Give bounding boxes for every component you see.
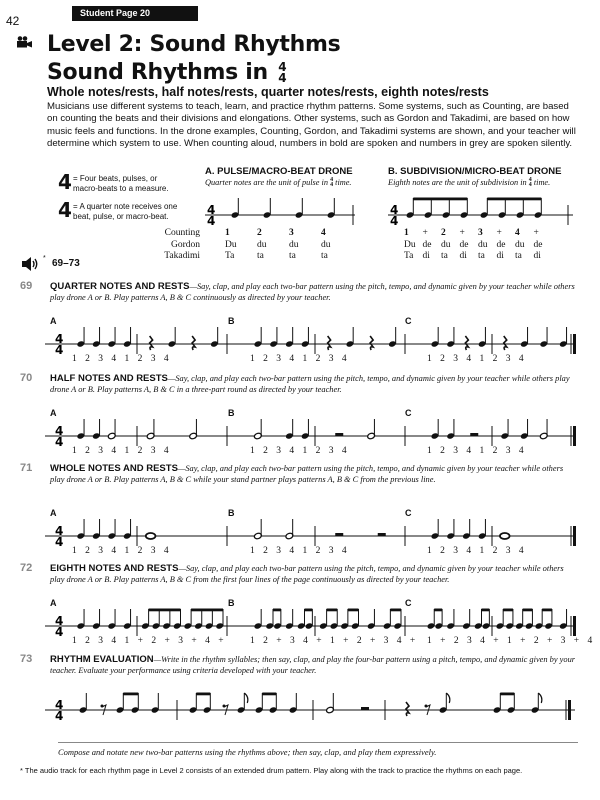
subtitle: Whole notes/rests, half notes/rests, quarter notes/rests, eighth notes/rests	[47, 85, 489, 99]
pattern-counts: 1 2 3 4 1 2 3 4	[72, 546, 169, 556]
time-signature-bottom: 4	[390, 214, 399, 228]
eighth-flag	[446, 693, 450, 703]
pattern-counts: 1 2 3 4 1 2 3 4	[427, 546, 524, 556]
pattern-counts: 1 2 3 4 1 2 3 4	[250, 546, 347, 556]
drone-b-title: B. SUBDIVISION/MICRO-BEAT DRONE	[388, 166, 562, 177]
drone-a-syllable: 1	[225, 228, 230, 238]
exercise-number: 72	[20, 562, 33, 574]
exercise-description: —Write in the rhythm syllables; then say, clap, and play the four-bar pattern using a pitch, tempo, and dynamic given by your teacher. Evaluate your performance using criteria developed with your teacher.	[50, 655, 576, 675]
exercise-instructions	[50, 563, 578, 585]
ts-bottom-text: = A quarter note receives one beat, pulse, or macro-beat.	[73, 202, 178, 221]
pattern-counts: 1 2 3 4 1 2 3 4	[72, 354, 169, 364]
drone-b-syllable: +	[422, 228, 428, 238]
page-title: Level 2: Sound Rhythms	[47, 32, 341, 57]
exercise-staff	[45, 606, 593, 646]
half-rest	[470, 433, 478, 436]
exercise-description: —Say, clap, and play each two-bar pattern using the pitch, tempo, and dynamic given by your teacher while others play drone A or B. Play patterns A, B & C from the first four lines of the page continuously as directed by your teacher.	[50, 564, 564, 584]
time-signature-top: 4	[55, 614, 64, 628]
beam	[149, 609, 181, 612]
beam	[413, 198, 467, 201]
drone-b-syllable: di	[422, 251, 430, 261]
audio-asterisk: *	[43, 255, 46, 262]
drone-b-syllable: 3	[478, 228, 483, 238]
page-title-line-2: Sound Rhythms in 4 4	[47, 60, 287, 85]
drone-b-syllable: ta	[515, 251, 522, 261]
drone-b-syllables	[388, 228, 573, 263]
drone-b-syllable: +	[459, 228, 465, 238]
final-barline	[573, 616, 576, 636]
drone-b-syllable: +	[496, 228, 502, 238]
drone-b-syllable: du	[441, 239, 451, 250]
drone-a-syllable: 3	[289, 228, 294, 238]
whole-note	[500, 533, 510, 539]
exercise-73-staff	[45, 692, 575, 728]
drone-a-syllable: 2	[257, 228, 262, 238]
drone-b-syllable: 1	[404, 228, 409, 238]
exercise-number: 73	[20, 653, 33, 665]
speaker-icon[interactable]	[22, 257, 42, 271]
drone-b-syllable: ta	[441, 251, 448, 261]
quarter-rest	[192, 336, 195, 350]
pattern-label: C	[405, 508, 412, 518]
drone-a-syllable: Du	[225, 239, 237, 250]
half-rest	[335, 433, 343, 436]
pattern-label: B	[228, 408, 235, 418]
footer-divider	[58, 742, 578, 743]
audio-tracks: 69–73	[52, 258, 80, 269]
exercise-description: —Say, clap, and play each two-bar pattern using the pitch, tempo, and dynamic given by your teacher while others play drone A or B. Play patterns A, B & C continuously as directed by your teacher.	[50, 282, 575, 302]
drone-b-syllable: de	[533, 239, 543, 250]
drone-b-subtitle: Eighth notes are the unit of subdivision in 4 4 time.	[388, 177, 551, 189]
ts-bottom-number: 4	[58, 198, 72, 222]
drone-b-syllable: de	[496, 239, 506, 250]
drone-a-syllable: ta	[257, 251, 264, 261]
drone-b-syllable: 2	[441, 228, 446, 238]
drone-a-syllable: Ta	[225, 251, 235, 261]
time-signature-bottom: 4	[55, 535, 64, 549]
ts-top-text: = Four beats, pulses, or macro-beats to a measure.	[73, 174, 169, 193]
quarter-rest	[465, 336, 468, 350]
eighth-flag	[538, 693, 542, 703]
time-signature-bottom: 4	[55, 435, 64, 449]
time-signature-top: 4	[390, 203, 399, 217]
beam	[273, 609, 281, 612]
quarter-rest	[504, 336, 507, 350]
drone-a-syllable: ta	[321, 251, 328, 261]
student-page-tab: Student Page 20	[72, 6, 198, 21]
time-signature-top: 4	[207, 203, 216, 217]
quarter-rest	[370, 336, 373, 350]
exercise-instructions	[50, 373, 578, 395]
drone-b-syllable: du	[478, 239, 488, 250]
drone-b-syllable: de	[422, 239, 432, 250]
exercise-staff	[45, 416, 575, 456]
time-signature-bottom: 4	[55, 625, 64, 639]
beam	[327, 609, 338, 612]
final-barline	[573, 426, 576, 446]
drone-a-syllable: ta	[289, 251, 296, 261]
time-signature-top: 4	[55, 332, 64, 346]
exercise-staff	[45, 516, 575, 556]
beam	[390, 609, 401, 612]
exercise-description: —Say, clap, and play each two-bar pattern using the pitch, tempo, and dynamic given by your teacher while others play drone A or B. Play patterns A, B & C in a three-part round as directed by your teacher.	[50, 374, 570, 394]
pattern-counts: 1 2 3 4 1 2 3 4	[250, 354, 347, 364]
exercise-title: WHOLE NOTES AND RESTS	[50, 463, 178, 474]
exercise-title: QUARTER NOTES AND RESTS	[50, 281, 190, 292]
pattern-counts: 1 2 + 3 4 + 1 + 2 + 3 4 +	[250, 636, 416, 646]
pattern-label: B	[228, 508, 235, 518]
exercise-number: 69	[20, 280, 33, 292]
page-number: 42	[6, 14, 20, 28]
final-barline	[568, 700, 571, 720]
video-camera-icon[interactable]	[16, 36, 32, 48]
pattern-label: A	[50, 508, 57, 518]
pattern-label: A	[50, 408, 57, 418]
beam	[348, 609, 359, 612]
quarter-rest	[150, 336, 153, 350]
beam	[503, 609, 513, 612]
drone-a-syllable: du	[321, 239, 331, 250]
pattern-counts: 1 + 2 3 4 + 1 + 2 + 3 + 4	[427, 636, 593, 646]
drone-b-syllable: du	[515, 239, 525, 250]
exercise-number: 71	[20, 462, 33, 474]
whole-note	[146, 533, 156, 539]
drone-b-syllable: 4	[515, 228, 520, 238]
beam	[487, 198, 541, 201]
half-rest	[361, 707, 369, 710]
time-signature-top: 4	[55, 524, 64, 538]
time-signature-top: 4	[55, 424, 64, 438]
quarter-rest	[328, 336, 331, 350]
exercise-instructions	[50, 654, 578, 676]
pattern-label: C	[405, 408, 412, 418]
drone-a-syllable: du	[257, 239, 267, 250]
beam	[262, 693, 276, 696]
time-signature-bottom: 4	[207, 214, 216, 228]
beam	[191, 609, 223, 612]
exercise-title: EIGHTH NOTES AND RESTS	[50, 563, 179, 574]
exercise-number: 70	[20, 372, 33, 384]
drone-a-syllable: du	[289, 239, 299, 250]
pattern-label: B	[228, 598, 235, 608]
ts-top-number: 4	[58, 170, 72, 194]
beam	[196, 693, 210, 696]
exercise-description: —Say, clap, and play each two-bar pattern using the pitch, tempo, and dynamic given by your teacher while others play drone A or B. Play patterns A, B & C while your stand partner plays patterns A, B & C from the previous line.	[50, 464, 564, 484]
drone-a-title: A. PULSE/MACRO-BEAT DRONE	[205, 166, 353, 177]
eighth-flag	[244, 693, 248, 703]
half-rest	[335, 533, 343, 536]
pattern-label: C	[405, 598, 412, 608]
drone-b-syllable: Ta	[404, 251, 414, 261]
drone-b-syllable: ta	[478, 251, 485, 261]
pattern-label: B	[228, 316, 235, 326]
drone-b-syllable: di	[496, 251, 504, 261]
pattern-counts: 1 2 3 4 1 2 3 4	[427, 446, 524, 456]
beam	[542, 609, 552, 612]
beam	[304, 609, 312, 612]
exercise-instructions	[50, 281, 578, 303]
time-signature-bottom: 4	[55, 343, 64, 357]
drone-a-row-labels: Counting Gordon Takadimi	[164, 228, 200, 261]
drone-a-subtitle: Quarter notes are the unit of pulse in 4 4 time.	[205, 177, 352, 189]
half-rest	[378, 533, 386, 536]
beam	[523, 609, 533, 612]
exercise-title: RHYTHM EVALUATION	[50, 654, 154, 665]
pattern-counts: 1 2 3 4 1 2 3 4	[427, 354, 524, 364]
beam	[434, 609, 442, 612]
compose-instruction: Compose and notate new two-bar patterns using the rhythms above; then say, clap, and play them expressively.	[58, 747, 437, 757]
drone-b-syllable: +	[533, 228, 539, 238]
pattern-label: A	[50, 598, 57, 608]
pattern-label: A	[50, 316, 57, 326]
drone-a-syllables	[205, 228, 355, 263]
title-time-signature: 4 4	[278, 60, 287, 85]
time-signature-top: 4	[55, 698, 64, 712]
beam	[123, 693, 138, 696]
beam	[500, 693, 514, 696]
drone-a-syllable: 4	[321, 228, 326, 238]
drone-b-syllable: di	[533, 251, 541, 261]
exercise-instructions	[50, 463, 578, 485]
intro-paragraph: Musicians use different systems to teach, learn, and practice rhythm patterns. Some systems, such as Counting, are based on counting the beats and their divisions and elongations. Other systems, such as Gordon and Takadimi, are based on how music feels and functions. In the drone examples, Counting, Gordon, and Takadimi systems are shown, and your teacher will determine which system to use. When counting aloud, numbers in bold are spoken and numbers in grey are spoken silently.	[47, 101, 576, 149]
pattern-counts: 1 2 3 4 1 2 3 4	[72, 446, 169, 456]
exercise-staff	[45, 324, 575, 364]
drone-b-syllable: di	[459, 251, 467, 261]
pattern-counts: 1 2 3 4 1 2 3 4	[250, 446, 347, 456]
final-barline	[573, 526, 576, 546]
time-signature-bottom: 4	[55, 709, 64, 723]
drone-b-syllable: Du	[404, 239, 416, 250]
quarter-rest	[406, 702, 409, 716]
pattern-label: C	[405, 316, 412, 326]
drone-b-syllable: de	[459, 239, 469, 250]
final-barline	[573, 334, 576, 354]
pattern-counts: 1 2 3 4 1 + 2 + 3 + 4 +	[72, 636, 224, 646]
beam	[481, 609, 489, 612]
exercise-title: HALF NOTES AND RESTS	[50, 373, 168, 384]
footnote: * The audio track for each rhythm page in Level 2 consists of an extended drum pattern. Play along with the track to practice the rhythms on each page.	[20, 766, 523, 775]
